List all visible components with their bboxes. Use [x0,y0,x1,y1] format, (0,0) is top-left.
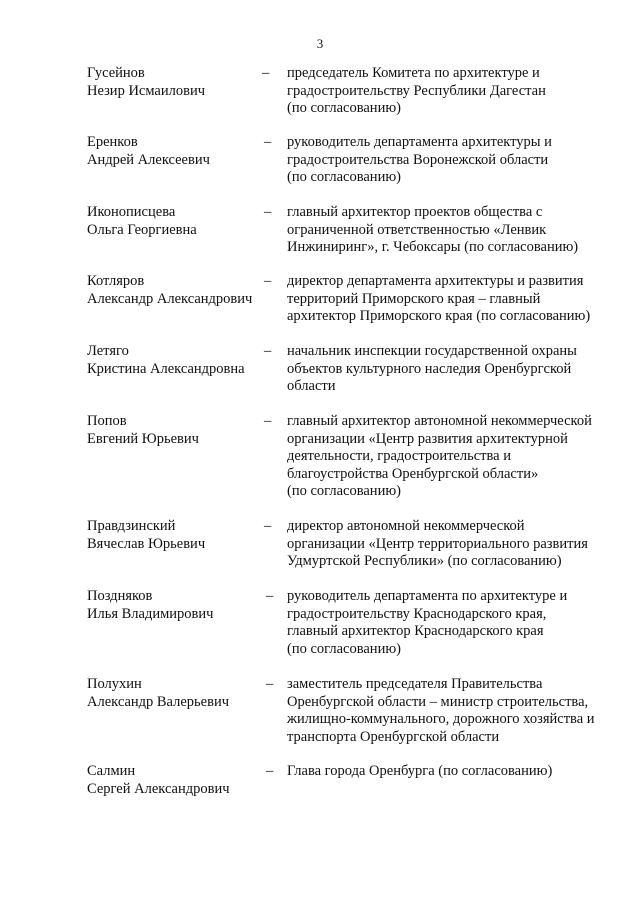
position-line: градостроительству Краснодарского края, [287,605,547,622]
position-line: территорий Приморского края – главный [287,290,541,307]
dash-separator: – [264,273,272,289]
member-surname: Салмин [87,763,136,779]
member-position [287,204,617,257]
position-line: (по согласованию) [287,169,401,185]
member-surname: Иконописцева [87,204,176,220]
position-line: директор автономной некоммерческой [287,518,525,534]
dash-separator: – [266,588,274,604]
member-position [287,343,617,396]
position-line: организации «Центр территориального развития [287,535,588,552]
member-position [287,273,617,326]
position-line: заместитель председателя Правительства [287,676,543,692]
position-line: (по согласованию) [287,483,401,499]
member-surname: Попов [87,413,127,429]
member-given-name: Кристина Александровна [87,360,245,377]
position-line: (по согласованию) [287,640,401,657]
page-number: 3 [316,36,324,51]
member-surname: Поздняков [87,588,153,604]
member-given-name: Ольга Георгиевна [87,221,197,238]
member-given-name: Александр Валерьевич [87,693,229,710]
member-name [87,343,267,378]
position-line: благоустройства Оренбургской области» [287,465,539,482]
member-surname: Котляров [87,273,145,289]
member-position [287,65,617,118]
dash-separator: – [264,204,272,220]
position-line: градостроительства Воронежской области [287,151,549,168]
position-line: транспорта Оренбургской области [287,728,500,745]
member-surname: Гусейнов [87,65,145,81]
member-name [87,134,267,169]
member-name [87,413,267,448]
position-line: области [287,378,336,394]
dash-separator: – [266,676,274,692]
dash-separator: – [262,65,270,81]
member-name [87,676,267,711]
member-given-name: Андрей Алексеевич [87,151,210,168]
position-line: председатель Комитета по архитектуре и [287,65,540,81]
dash-separator: – [264,413,272,429]
dash-separator: – [266,763,274,779]
position-line: Глава города Оренбурга (по согласованию) [287,763,553,779]
position-line: архитектор Приморского края (по согласованию) [287,308,591,324]
position-line: организации «Центр развития архитектурной [287,430,568,447]
position-line: директор департамента архитектуры и развития [287,273,584,289]
position-line: начальник инспекции государственной охраны [287,343,577,359]
member-given-name: Илья Владимирович [87,605,214,622]
member-position [287,676,617,746]
member-name [87,763,267,798]
position-line: ограниченной ответственностью «Ленвик [287,221,547,238]
member-surname: Летяго [87,343,129,359]
position-line: Удмуртской Республики» (по согласованию) [287,553,562,569]
position-line: главный архитектор Краснодарского края [287,623,544,639]
member-position [287,413,617,501]
position-line: деятельности, градостроительства и [287,448,511,464]
member-surname: Еренков [87,134,138,150]
member-position [287,134,617,187]
member-position [287,518,617,571]
dash-separator: – [264,518,272,534]
dash-separator: – [264,134,272,150]
position-line: жилищно-коммунального, дорожного хозяйства и [287,711,595,727]
position-line: главный архитектор автономной некоммерческой [287,413,592,429]
position-line: (по согласованию) [287,100,401,116]
member-name [87,588,267,623]
member-position [287,763,617,781]
position-line: Оренбургской области – министр строительства, [287,693,589,710]
position-line: руководитель департамента по архитектуре и [287,588,568,604]
dash-separator: – [264,343,272,359]
member-given-name: Сергей Александрович [87,780,230,797]
member-name [87,518,267,553]
member-name [87,204,267,239]
member-surname: Правдзинский [87,518,176,534]
member-given-name: Вячеслав Юрьевич [87,535,206,552]
member-name [87,65,270,100]
position-line: Инжиниринг», г. Чебоксары (по согласованию) [287,239,579,255]
position-line: руководитель департамента архитектуры и [287,134,552,150]
member-given-name: Незир Исмаилович [87,82,206,99]
member-surname: Полухин [87,676,142,692]
position-line: градостроительству Республики Дагестан [287,82,546,99]
member-position [287,588,617,658]
position-line: объектов культурного наследия Оренбургской [287,360,572,377]
position-line: главный архитектор проектов общества с [287,204,543,220]
member-name [87,273,267,308]
member-given-name: Евгений Юрьевич [87,430,199,447]
member-given-name: Александр Александрович [87,290,253,307]
